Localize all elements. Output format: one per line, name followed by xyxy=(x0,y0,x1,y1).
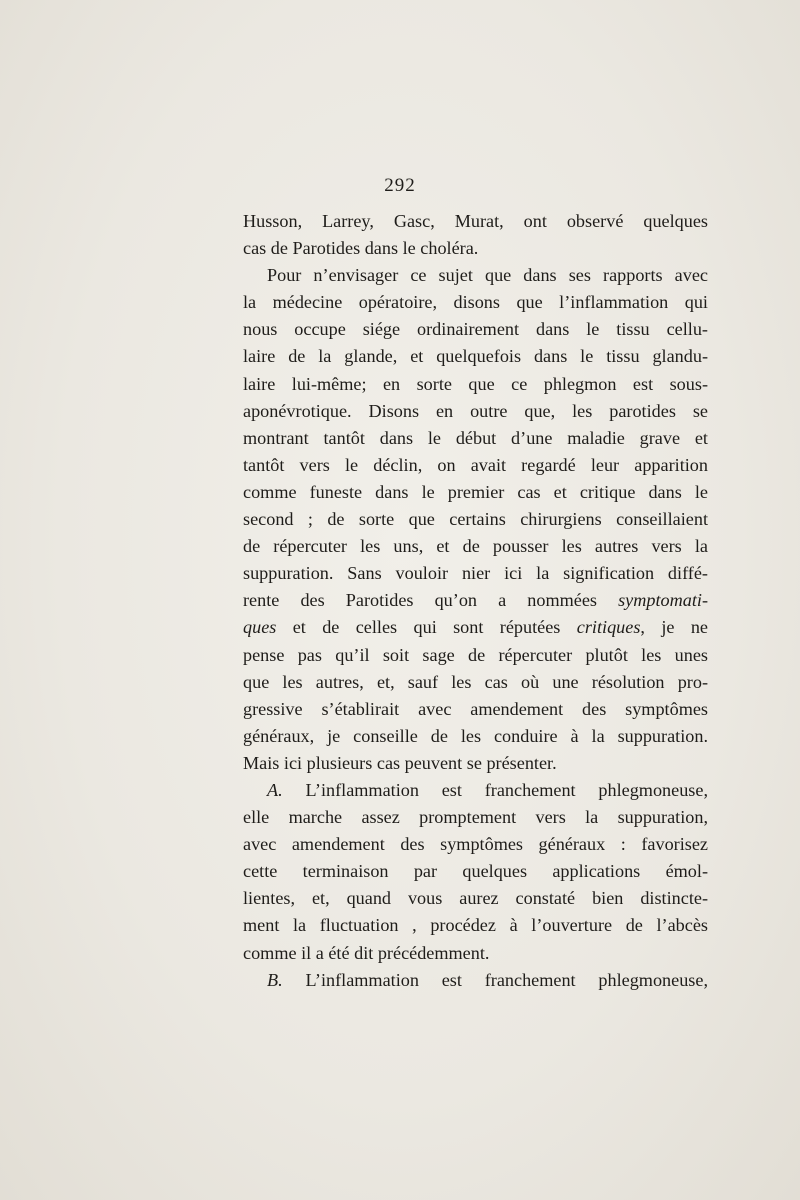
text-line: rente des Parotides qu’on a nommées symptomati- xyxy=(243,590,708,611)
italic-term: ques xyxy=(243,617,277,638)
text-line: la médecine opératoire, disons que l’inflammation qui xyxy=(243,292,708,313)
text-line: laire lui-même; en sorte que ce phlegmon est sous- xyxy=(243,373,708,394)
text-line: comme il a été dit précédemment. xyxy=(243,942,490,963)
page-number: 292 xyxy=(384,175,416,196)
text-line: lientes, et, quand vous aurez constaté bien distincte- xyxy=(243,888,708,909)
text-line: B. L’inflammation est franchement phlegmoneuse, xyxy=(267,969,708,990)
text-line: tantôt vers le déclin, on avait regardé leur apparition xyxy=(243,454,708,475)
text-line: second ; de sorte que certains chirurgiens conseillaient xyxy=(243,509,708,530)
text-line: nous occupe siége ordinairement dans le tissu cellu- xyxy=(243,319,708,340)
text-line: gressive s’établirait avec amendement des symptômes xyxy=(243,698,708,719)
text-line: avec amendement des symptômes généraux : favorisez xyxy=(243,834,708,855)
italic-term: critiques xyxy=(576,617,641,638)
text-line: Pour n’envisager ce sujet que dans ses rapports avec xyxy=(267,265,708,286)
text-line: A. L’inflammation est franchement phlegmoneuse, xyxy=(267,779,708,800)
italic-term: symptomati- xyxy=(618,590,708,611)
text-line: elle marche assez promptement vers la suppuration, xyxy=(243,807,708,828)
body-text xyxy=(243,208,708,994)
text-line: cas de Parotides dans le choléra. xyxy=(243,238,479,259)
text-line: cette terminaison par quelques applications émol- xyxy=(243,861,708,882)
text-line: pense pas qu’il soit sage de répercuter plutôt les unes xyxy=(243,644,708,665)
text-line: ques et de celles qui sont réputées critiques, je ne xyxy=(243,617,708,638)
text-line: aponévrotique. Disons en outre que, les parotides se xyxy=(243,400,708,421)
section-label: A. xyxy=(267,779,283,800)
text-line: Husson, Larrey, Gasc, Murat, ont observé quelques xyxy=(243,211,708,231)
text-line: suppuration. Sans vouloir nier ici la signification diffé- xyxy=(243,563,708,584)
text-line: Mais ici plusieurs cas peuvent se présenter. xyxy=(243,752,557,773)
text-line: ment la fluctuation , procédez à l’ouverture de l’abcès xyxy=(243,915,708,936)
text-line: laire de la glande, et quelquefois dans le tissu glandu- xyxy=(243,346,708,367)
text-line: que les autres, et, sauf les cas où une résolution pro- xyxy=(243,671,708,692)
text-line: comme funeste dans le premier cas et critique dans le xyxy=(243,481,708,502)
text-line: de répercuter les uns, et de pousser les autres vers la xyxy=(243,536,708,557)
section-label: B. xyxy=(267,969,283,990)
text-line: montrant tantôt dans le début d’une maladie grave et xyxy=(243,427,708,448)
text-line: généraux, je conseille de les conduire à la suppuration. xyxy=(243,725,708,746)
